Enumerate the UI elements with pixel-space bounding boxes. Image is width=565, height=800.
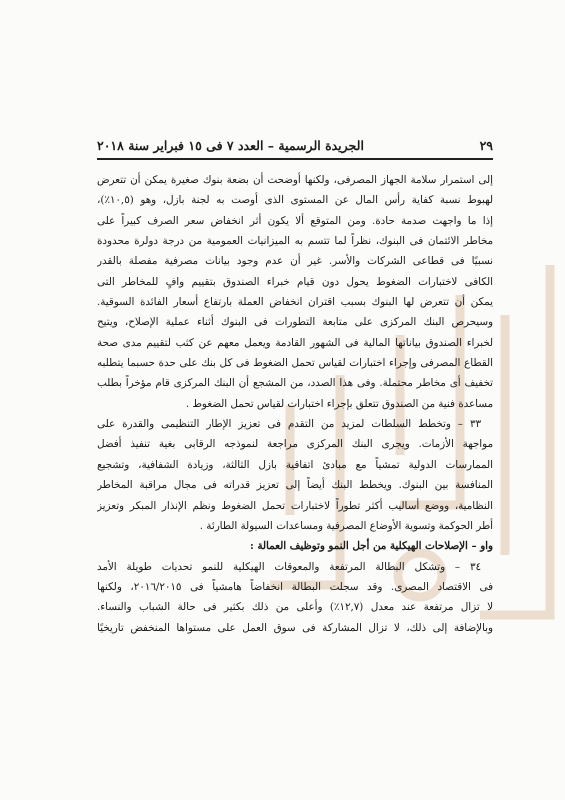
text-line: يمكن أن تتعرض لها البنوك بسبب اقتران انخفاض العملة بارتفاع أسعار الفائدة السوقية. (97, 296, 493, 309)
text-line: المنافسة بين البنوك. ويخطط البنك أيضاً إلى تعزيز قدراته فى مجال مراقبة المخاطر (97, 479, 493, 492)
text-line: مخاطر الائتمان فى البنوك، نظراً لما تتسم به الميزانيات العمومية من درجة دولرة محدودة (97, 235, 493, 248)
section-heading: واو – الإصلاحات الهيكلية من أجل النمو وتوظيف العمالة : (250, 540, 493, 553)
text-line: مواجهة الأزمات. ويجرى البنك المركزى مراجعة لنموذجه الرقابى بغية تنفيذ أفضل (97, 438, 493, 451)
paragraph-33-start: ٣٣ – وتخطط السلطات لمزيد من التقدم فى تعزيز الإطار التنظيمى والقدرة على (97, 418, 481, 431)
page-number: ٢٩ (479, 137, 493, 153)
text-line: لا تزال مرتفعة عند معدل (١٢,٧٪) وأعلى من ذلك بكثير فى حالة الشباب والنساء. (97, 601, 493, 614)
text-line: لهبوط نسبة كفاية رأس المال عن المستوى الذى أوصت به لجنة بازل، وهو (١٠,٥٪)، (97, 194, 493, 207)
paragraph-34-start: ٣٤ – وتشكل البطالة المرتفعة والمعوقات الهيكلية للنمو تحديات طويلة الأمد (97, 560, 481, 573)
text-line: أطر الحوكمة وتسوية الأوضاع المصرفية ومساعدات السيولة الطارئة . (199, 519, 493, 532)
text-line: مساعدة فنية من الصندوق تتعلق بإجراء اختبارات لقياس تحمل الضغوط . (185, 397, 493, 410)
text-line: القطاع المصرفى وإجراء اختبارات لقياس تحمل الضغوط فى كل بنك على حدة حسبما يتطلبه (97, 357, 493, 370)
text-line: الممارسات الدولية تمشياً مع مبادئ اتفاقية بازل الثالثة، وزيادة الشفافية، وتشجيع (97, 458, 493, 471)
text-line: إلى استمرار سلامة الجهاز المصرفى، ولكنها أوضحت أن بضعة بنوك صغيرة يمكن أن تتعرض (97, 174, 493, 186)
text-line: وبالإضافة إلى ذلك، لا تزال المشاركة فى سوق العمل على مستواها المنخفض تاريخيًا (97, 621, 493, 634)
text-line: فى الاقتصاد المصرى. وقد سجلت البطالة انخفاضاً هامشياً فى ٢٠١٦/٢٠١٥، ولكنها (97, 580, 493, 593)
header-rule (97, 158, 493, 160)
text-line: لخبراء الصندوق بياناتها المالية فى الشهور القادمة ويعمل معهم عن كثب لتقييم مدى صحة (97, 336, 493, 349)
text-line: النظامية، ووضع أساليب أكثر تطوراً لاختبارات تحمل الضغوط ونظم الإنذار المبكر وتعزيز (97, 499, 493, 512)
page-header (97, 134, 493, 156)
gazette-title: الجريدة الرسمية – العدد ٧ فى ١٥ فبراير سنة ٢٠١٨ (97, 137, 364, 153)
text-line: إذا ما واجهت صدمة حادة. ومن المتوقع ألا يكون أثر انخفاض سعر الصرف كبيراً على (97, 214, 493, 227)
text-line: الكافى لاختبارات الضغوط يحول دون قيام خبراء الصندوق بتقييم وافٍ للمخاطر التى (97, 275, 493, 288)
text-line: تخفيف أى مخاطر محتملة. وفى هذا الصدد، من المشجع أن البنك المركزى قام مؤخراً بطلب (97, 377, 493, 390)
text-line: نسبيًا فى قطاعى الشركات والأسر. غير أن عدم وجود بيانات مصرفية مفصلة بالقدر (97, 255, 493, 268)
text-line: وسيحرص البنك المركزى على متابعة التطورات فى البنوك أثناء عملية الإصلاح، ويتيح (97, 316, 493, 329)
body-text (97, 170, 493, 638)
